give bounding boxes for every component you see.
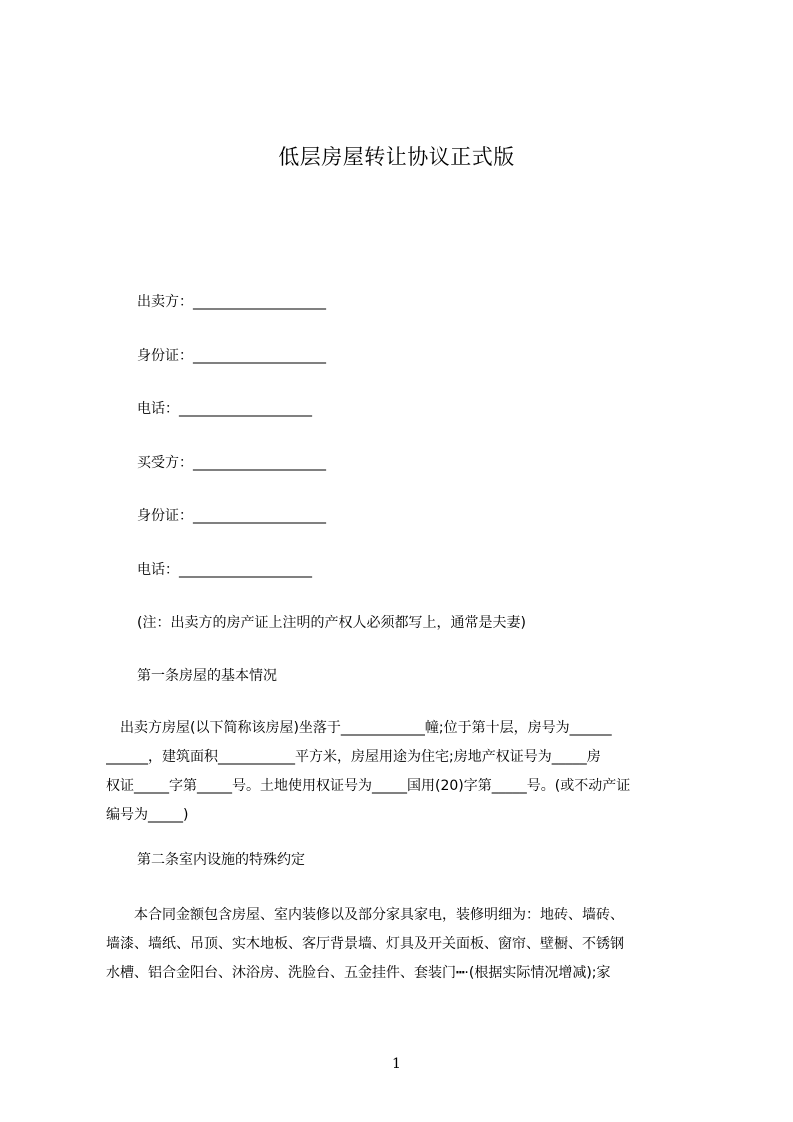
section1-line: ______，建筑面积___________平方米，房屋用途为住宅;房地产权证号为_____房 bbox=[106, 749, 601, 765]
section2-line: 墙漆、墙纸、吊顶、实木地板、客厅背景墙、灯具及开关面板、窗帘、壁橱、不锈钢 bbox=[106, 936, 624, 952]
section2-line: 本合同金额包含房屋、室内装修以及部分家具家电，装修明细为：地砖、墙砖、 bbox=[106, 907, 624, 923]
seller-phone-blank: ___________________ bbox=[179, 401, 312, 417]
section2-heading: 第二条室内设施的特殊约定 bbox=[137, 852, 305, 868]
seller-label: 出卖方： bbox=[137, 294, 193, 310]
section1-paragraph bbox=[106, 714, 697, 830]
section2-line: 水槽、铝合金阳台、沐浴房、洗脸台、五金挂件、套装门┅·(根据实际情况增减);家 bbox=[106, 965, 611, 981]
seller-id-blank: ___________________ bbox=[193, 348, 326, 364]
buyer-id-field bbox=[137, 506, 326, 526]
seller-phone-field bbox=[137, 399, 312, 419]
seller-id-label: 身份证： bbox=[137, 348, 193, 364]
section1-line: 权证_____字第_____号。土地使用权证号为_____国用(20)字第_____号。(或不动产证 bbox=[106, 778, 631, 794]
buyer-id-blank: ___________________ bbox=[193, 508, 326, 524]
document-title: 低层房屋转让协议正式版 bbox=[278, 145, 515, 169]
section1-line: 出卖方房屋(以下简称该房屋)坐落于____________幢;位于第十层，房号为______ bbox=[106, 720, 612, 736]
seller-note: (注：出卖方的房产证上注明的产权人必须都写上，通常是夫妻) bbox=[137, 615, 526, 631]
section1-heading: 第一条房屋的基本情况 bbox=[137, 668, 277, 684]
section2-paragraph bbox=[106, 901, 697, 988]
seller-id-field bbox=[137, 346, 326, 366]
buyer-label: 买受方： bbox=[137, 455, 193, 471]
buyer-phone-label: 电话： bbox=[137, 562, 179, 578]
seller-phone-label: 电话： bbox=[137, 401, 179, 417]
buyer-field bbox=[137, 453, 326, 473]
seller-field bbox=[137, 292, 326, 312]
buyer-phone-field bbox=[137, 560, 312, 580]
seller-blank: ___________________ bbox=[193, 294, 326, 310]
section1-line: 编号为_____) bbox=[106, 807, 189, 823]
page-number: 1 bbox=[392, 1056, 401, 1072]
buyer-phone-blank: ___________________ bbox=[179, 562, 312, 578]
buyer-blank: ___________________ bbox=[193, 455, 326, 471]
buyer-id-label: 身份证： bbox=[137, 508, 193, 524]
